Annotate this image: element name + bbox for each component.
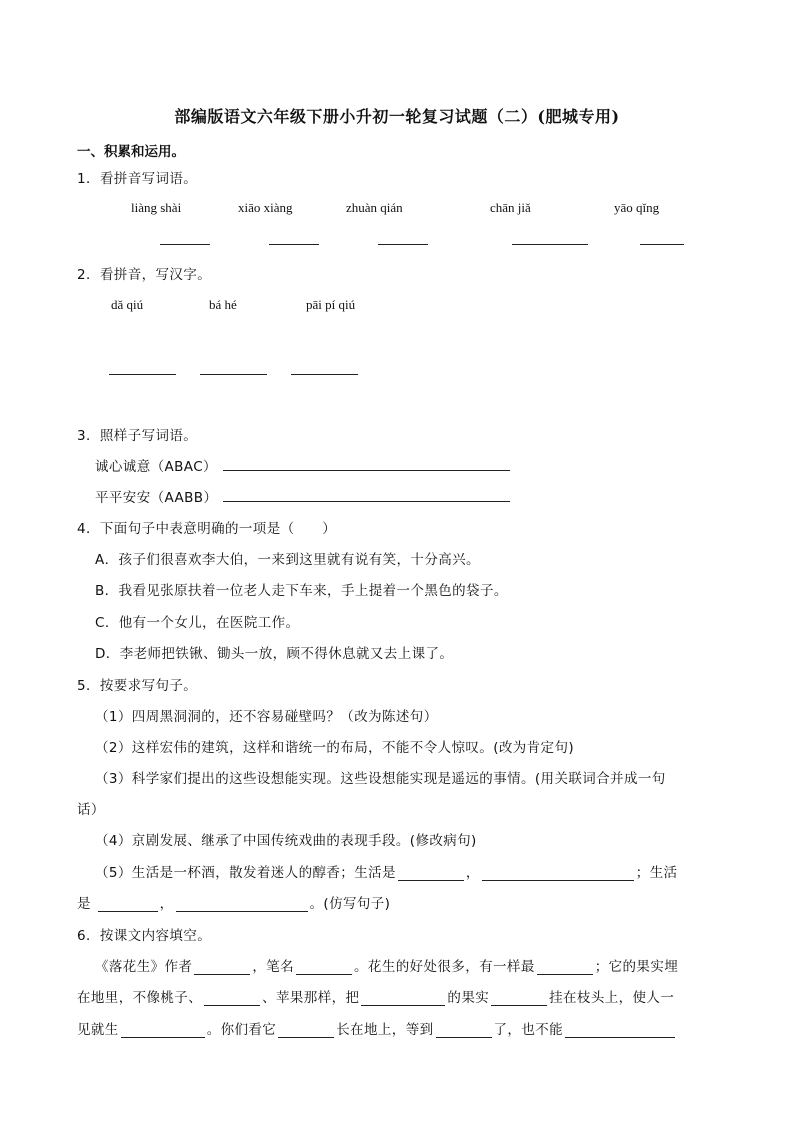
pinyin-1: dǎ qiú [111,297,144,312]
answer-blank[interactable] [296,960,352,975]
question-1-label: 1．看拼音写词语。 [77,171,198,187]
answer-blank[interactable] [361,991,445,1006]
pinyin-3: zhuàn qián [346,200,403,215]
answer-blank[interactable] [194,960,250,975]
option-d: D．李老师把铁锹、锄头一放，顾不得休息就又去上课了。 [95,646,454,662]
fill-line-3: 见就生 。你们看它 长在地上，等到 了，也不能 [77,1018,677,1038]
question-5-label: 5．按要求写句子。 [77,678,198,694]
answer-blank[interactable] [204,991,260,1006]
answer-blank[interactable] [223,470,510,471]
fill-line-2: 在地里，不像桃子、 、苹果那样，把 的果实 挂在枝头上，使人一 [77,990,675,1006]
sentence-task-4: （4）京剧发展、继承了中国传统戏曲的表现手段。(修改病句) [95,833,477,849]
sentence-task-5-cont: 是 ， 。(仿写句子) [77,896,391,912]
answer-blank[interactable] [436,1023,492,1038]
pinyin-3: pāi pí qiú [306,297,356,312]
answer-blank[interactable] [398,866,464,881]
sentence-task-3-cont: 话） [77,802,105,818]
answer-blank[interactable] [269,244,319,245]
word-example-2: 平平安安（AABB） [95,490,218,506]
sentence-task-5: （5）生活是一杯酒，散发着迷人的醇香；生活是 ， ；生活 [95,865,678,881]
pinyin-5: yāo qǐng [614,200,660,215]
page-title: 部编版语文六年级下册小升初一轮复习试题（二）(肥城专用) [174,107,620,126]
answer-blank[interactable] [640,244,684,245]
answer-blank[interactable] [160,244,210,245]
answer-blank[interactable] [121,1023,205,1038]
answer-blank[interactable] [512,244,588,245]
answer-blank[interactable] [98,897,158,912]
answer-blank[interactable] [537,960,593,975]
question-6-label: 6．按课文内容填空。 [77,928,212,944]
section-heading: 一、积累和运用。 [77,144,185,160]
question-3-label: 3．照样子写词语。 [77,428,198,444]
sentence-task-2: （2）这样宏伟的建筑，这样和谐统一的布局，不能不令人惊叹。(改为肯定句) [95,740,575,756]
sentence-task-1: （1）四周黑洞洞的，还不容易碰壁吗？（改为陈述句） [95,709,438,725]
pinyin-1: liàng shài [131,200,182,215]
pinyin-2: bá hé [209,297,237,312]
answer-blank[interactable] [565,1023,675,1038]
answer-blank[interactable] [176,897,308,912]
answer-blank[interactable] [291,374,358,375]
sentence-task-3: （3）科学家们提出的这些设想能实现。这些设想能实现是遥远的事情。(用关联词合并成一句 [95,771,666,787]
option-c: C．他有一个女儿，在医院工作。 [95,615,300,631]
question-2-label: 2．看拼音，写汉字。 [77,267,212,283]
option-b: B．我看见张原扶着一位老人走下车来，手上提着一个黑色的袋子。 [95,583,508,599]
answer-blank[interactable] [491,991,547,1006]
fill-line-1: 《落花生》作者 ，笔名 。花生的好处很多，有一样最 ；它的果实埋 [95,959,679,975]
answer-blank[interactable] [223,501,510,502]
word-example-1: 诚心诚意（ABAC） [95,459,217,475]
answer-blank[interactable] [200,374,267,375]
pinyin-2: xiāo xiàng [238,200,293,215]
pinyin-4: chān jiǎ [490,200,531,215]
answer-blank[interactable] [482,866,634,881]
answer-blank[interactable] [109,374,176,375]
answer-blank[interactable] [278,1023,334,1038]
answer-blank[interactable] [378,244,428,245]
question-4-label: 4．下面句子中表意明确的一项是（ ） [77,521,337,537]
option-a: A．孩子们很喜欢李大伯，一来到这里就有说有笑，十分高兴。 [95,552,480,568]
